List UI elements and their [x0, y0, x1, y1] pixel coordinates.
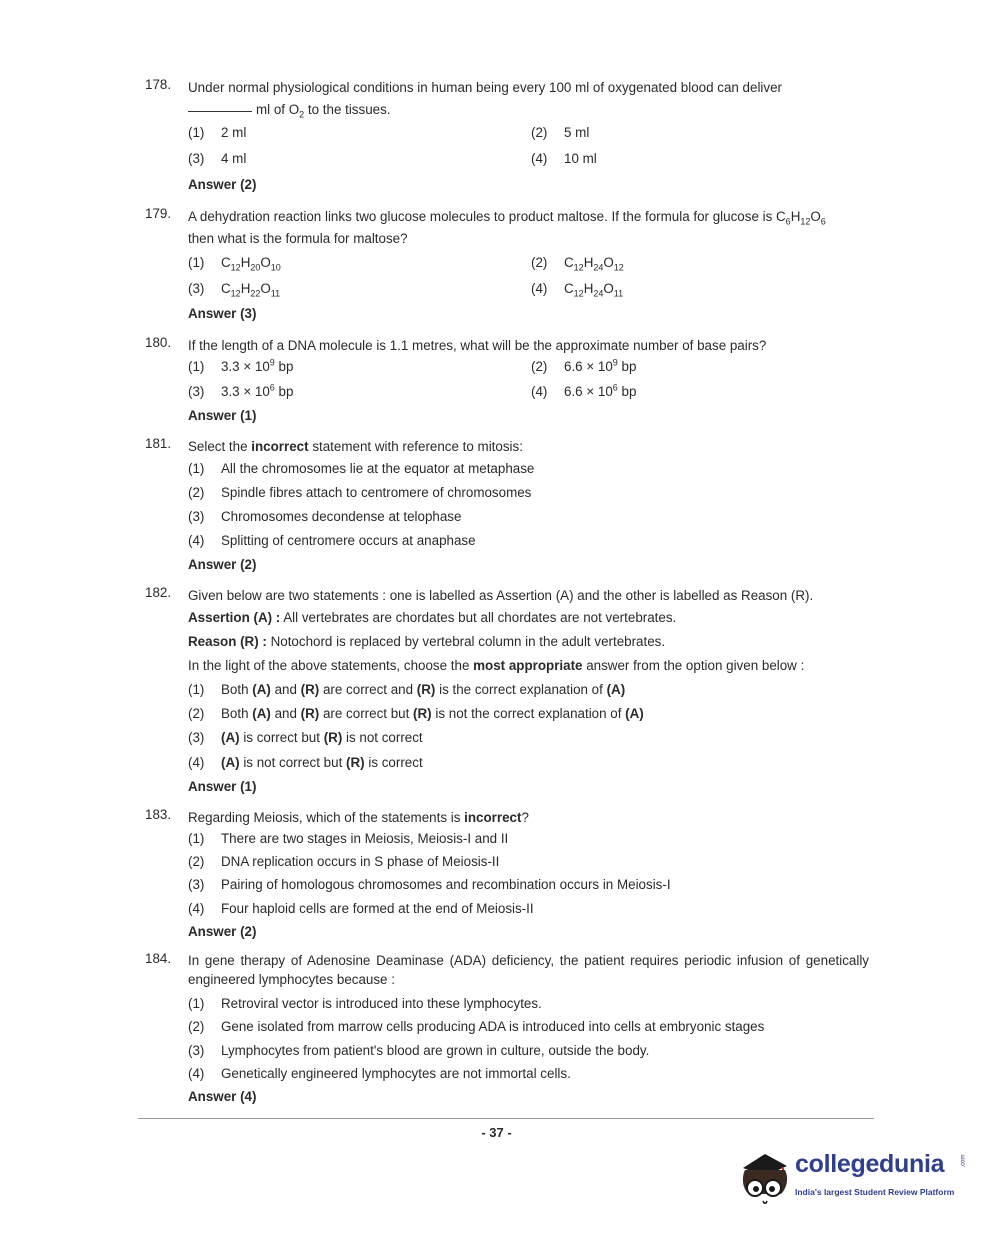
answer-label: Answer (3): [188, 306, 257, 321]
brand-tagline: India's largest Student Review Platform: [795, 1187, 955, 1197]
option-3: (3) (A) is correct but (R) is not correct: [188, 730, 423, 745]
question-178: [145, 77, 869, 192]
option-3: (3) Pairing of homologous chromosomes and recombination occurs in Meiosis-I: [188, 877, 671, 892]
question-182: [145, 585, 869, 794]
question-183: [145, 807, 869, 939]
question-number: 184.: [145, 951, 172, 966]
question-text: Under normal physiological conditions in human being every 100 ml of oxygenated blood can deliver ml of $O_2$ to the tissues.: [188, 80, 783, 120]
question-180: [145, 335, 869, 423]
option-3: (3) $3.3 \times 10^6$ bp: [188, 382, 294, 399]
question-number: 182.: [145, 585, 172, 600]
answer-label: Answer (1): [188, 779, 257, 794]
option-4: (4) $6.6 \times 10^6$ bp: [531, 382, 637, 399]
option-2: (2) Gene isolated from marrow cells producing ADA is introduced into cells at embryonic stages: [188, 1019, 765, 1034]
option-4: (4) (A) is not correct but (R) is correct: [188, 755, 423, 770]
option-1: (1) $3.3 \times 10^9$ bp: [188, 357, 294, 374]
answer-label: Answer (2): [188, 557, 257, 572]
option-1: (1) There are two stages in Meiosis, Meiosis-I and II: [188, 831, 509, 846]
answer-label: Answer (2): [188, 924, 257, 939]
footer-divider: [138, 1118, 874, 1119]
option-4: (4) $C_{12}H_{24}O_{11}$: [531, 281, 624, 299]
assertion: Assertion (A) : All vertebrates are chordates but all chordates are not vertebrates.: [188, 610, 677, 625]
collegedunia-logo: [735, 1140, 965, 1208]
question-text: Select the incorrect statement with reference to mitosis:: [188, 439, 523, 454]
option-2: (2) $6.6 \times 10^9$ bp: [531, 357, 637, 374]
answer-blank: [188, 111, 252, 112]
question-number: 178.: [145, 77, 172, 92]
question-text: If the length of a DNA molecule is 1.1 metres, what will be the approximate number of base pairs?: [188, 338, 767, 353]
question-number: 183.: [145, 807, 172, 822]
option-3: (3) Chromosomes decondense at telophase: [188, 509, 462, 524]
question-text: In gene therapy of Adenosine Deaminase (ADA) deficiency, the patient requires periodic infusion of genetically engineered lymphocytes because :: [188, 953, 869, 987]
option-2: (2) $C_{12}H_{24}O_{12}$: [531, 255, 624, 273]
option-2: (2) Both (A) and (R) are correct but (R) is not the correct explanation of (A): [188, 706, 644, 721]
question-text: A dehydration reaction links two glucose molecules to product maltose. If the formula for glucose is $C_6H_{12}O_6$ then what is the formula for maltose?: [188, 209, 826, 246]
option-3: (3) Lymphocytes from patient's blood are grown in culture, outside the body.: [188, 1043, 650, 1058]
question-number: 181.: [145, 436, 172, 451]
brand-name: collegedunia: [795, 1150, 945, 1178]
option-1: (1) Both (A) and (R) are correct and (R) is the correct explanation of (A): [188, 682, 626, 697]
answer-label: Answer (2): [188, 177, 257, 192]
page-number: - 37 -: [481, 1125, 512, 1140]
question-184: [145, 951, 869, 1104]
option-4: (4) Genetically engineered lymphocytes are not immortal cells.: [188, 1066, 571, 1081]
mascot-icon: [735, 1140, 797, 1208]
option-1: (1) All the chromosomes lie at the equator at metaphase: [188, 461, 535, 476]
question-text: Given below are two statements : one is labelled as Assertion (A) and the other is labelled as Reason (R).: [188, 588, 814, 603]
question-text: Regarding Meiosis, which of the statements is incorrect?: [188, 810, 529, 825]
option-4: (4) 10 ml: [531, 151, 597, 166]
option-4: (4) Four haploid cells are formed at the end of Meiosis-II: [188, 901, 534, 916]
question-181: [145, 436, 869, 572]
option-4: (4) Splitting of centromere occurs at anaphase: [188, 533, 476, 548]
option-1: (1) 2 ml: [188, 125, 247, 140]
option-1: (1) Retroviral vector is introduced into these lymphocytes.: [188, 996, 542, 1011]
option-2: (2) 5 ml: [531, 125, 590, 140]
option-2: (2) DNA replication occurs in S phase of Meiosis-II: [188, 854, 500, 869]
answer-label: Answer (1): [188, 408, 257, 423]
question-179: [145, 206, 869, 321]
option-2: (2) Spindle fibres attach to centromere of chromosomes: [188, 485, 532, 500]
option-1: (1) $C_{12}H_{20}O_{10}$: [188, 255, 281, 273]
instruction: In the light of the above statements, choose the most appropriate answer from the option given below :: [188, 658, 805, 673]
question-number: 180.: [145, 335, 172, 350]
reason: Reason (R) : Notochord is replaced by vertebral column in the adult vertebrates.: [188, 634, 666, 649]
question-number: 179.: [145, 206, 172, 221]
brand-suffix: .com: [960, 1154, 967, 1168]
option-3: (3) 4 ml: [188, 151, 247, 166]
answer-label: Answer (4): [188, 1089, 257, 1104]
option-3: (3) $C_{12}H_{22}O_{11}$: [188, 281, 281, 299]
